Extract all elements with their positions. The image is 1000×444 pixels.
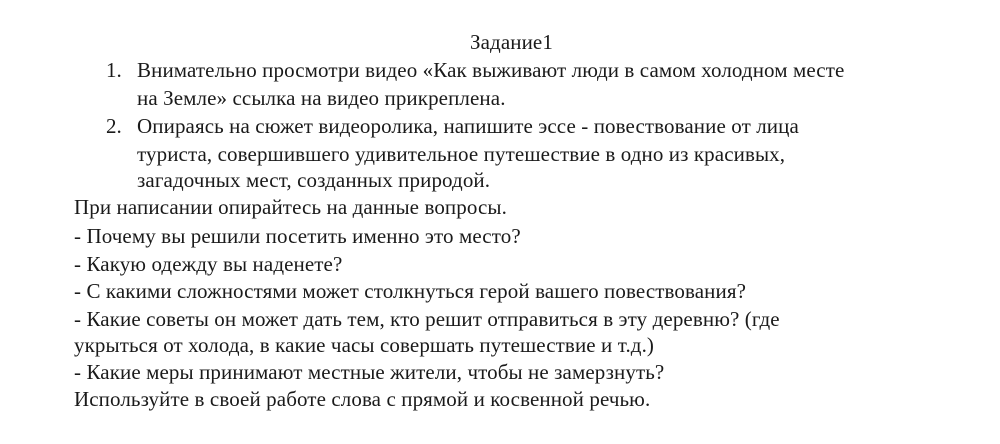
body-line: - Какую одежду вы наденете? [74, 252, 343, 276]
list-item-number: 2. [106, 114, 122, 138]
body-line: - Какие советы он может дать тем, кто решит отправиться в эту деревню? (где [74, 307, 780, 331]
body-line: укрыться от холода, в какие часы совершать путешествие и т.д.) [74, 333, 655, 357]
body-line: - С какими сложностями может столкнуться герой вашего повествования? [74, 279, 747, 303]
body-line: При написании опирайтесь на данные вопросы. [74, 195, 507, 219]
list-item-number: 1. [106, 58, 122, 82]
body-line: - Какие меры принимают местные жители, чтобы не замерзнуть? [74, 360, 665, 384]
document-title: Задание1 [470, 30, 553, 54]
list-item-line: на Земле» ссылка на видео прикреплена. [137, 86, 506, 110]
list-item-line: загадочных мест, созданных природой. [137, 168, 491, 192]
body-line: Используйте в своей работе слова с прямой и косвенной речью. [74, 387, 651, 411]
body-line: - Почему вы решили посетить именно это место? [74, 224, 521, 248]
list-item-line: Внимательно просмотри видео «Как выживают люди в самом холодном месте [137, 58, 845, 82]
list-item-line: туриста, совершившего удивительное путешествие в одно из красивых, [137, 142, 786, 166]
list-item-line: Опираясь на сюжет видеоролика, напишите эссе - повествование от лица [137, 114, 799, 138]
